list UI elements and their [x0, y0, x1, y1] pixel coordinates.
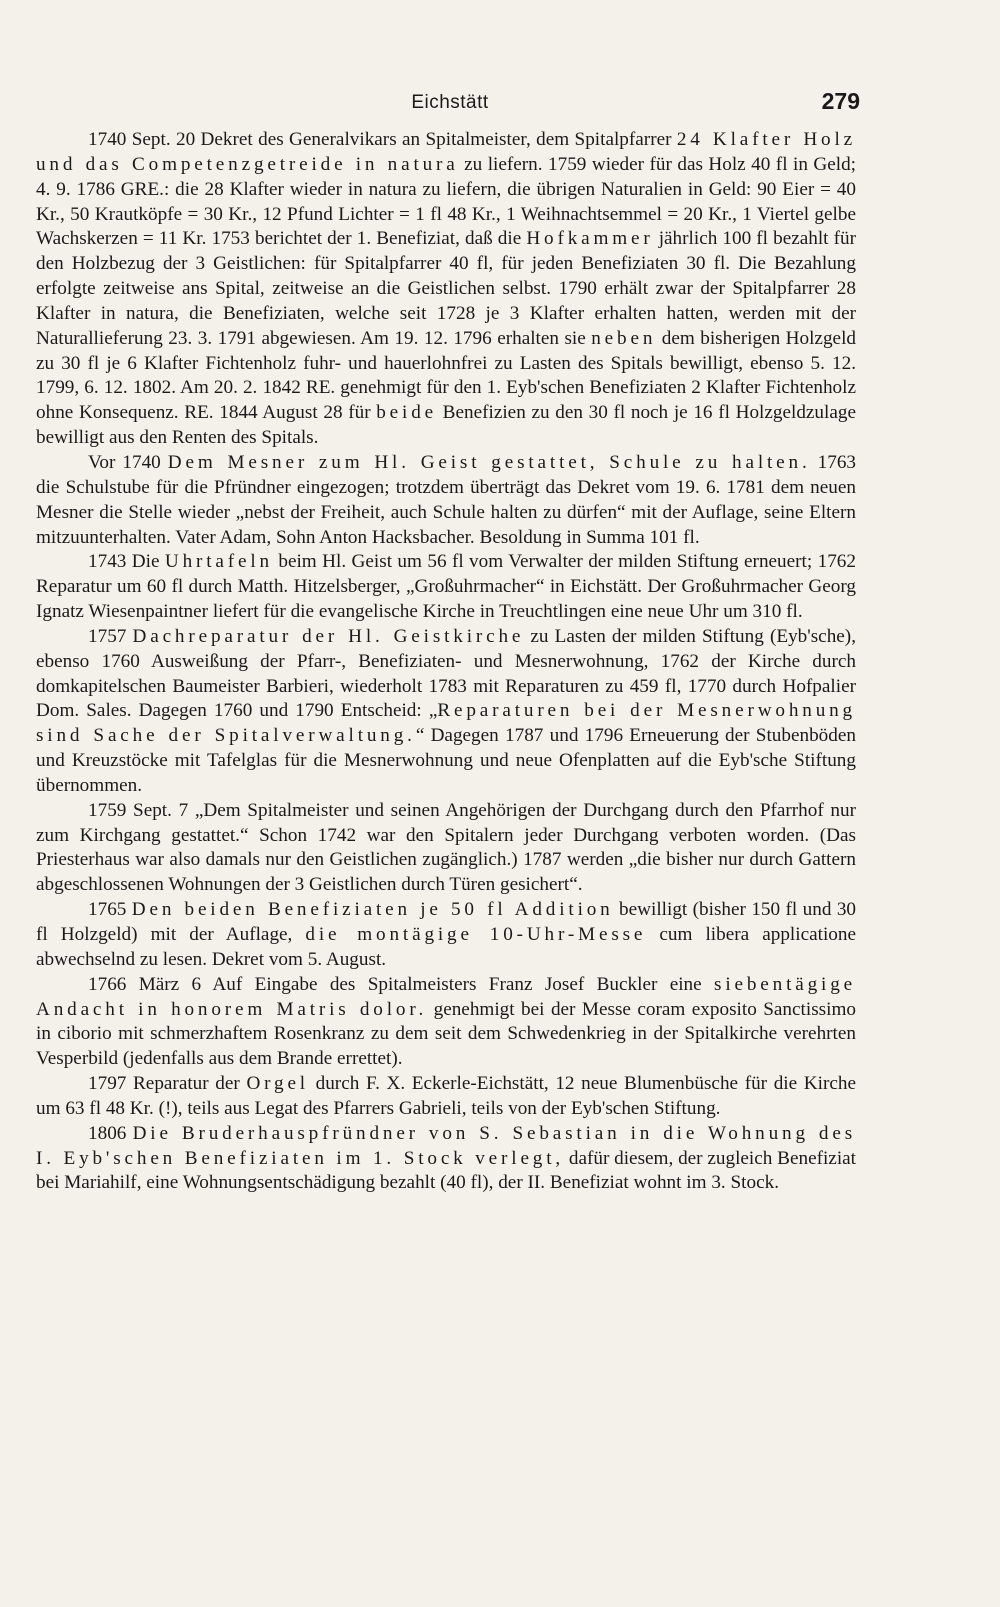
paragraph	[36, 898, 856, 973]
text-segment: 1806	[88, 1122, 133, 1144]
text-segment: dafür diesem, der zugleich Benefiziat bei Mariahilf, eine Wohnungsentschädigung bezahlt (40 fl), der II. Benefiziat wohnt im 3. Stock.	[36, 1147, 856, 1194]
text-segment: beim Hl. Geist um 56 fl vom Verwalter der milden Stiftung erneuert; 1762 Reparatur um 60 fl durch Matth. Hitzelsberger, „Großuhrmacher“ in Eichstätt. Der Großuhrmacher Georg Ignatz Wiesenpaintner liefert für die evangelische Kirche in Treuchtlingen eine neue Uhr um 310 fl.	[36, 551, 856, 623]
paragraph	[36, 799, 856, 898]
spaced-emphasis-text: Reparaturen bei der Mesnerwohnung sind Sache der Spitalverwaltung.	[36, 700, 856, 747]
spaced-emphasis-text: Dem Mesner zum Hl. Geist gestattet, Schule zu halten.	[167, 451, 811, 473]
page-header	[40, 88, 860, 120]
spaced-emphasis-text: neben	[591, 327, 657, 349]
text-segment: 1766 März 6 Auf Eingabe des Spitalmeisters Franz Josef Buckler eine	[88, 973, 715, 995]
running-head: Eichstätt	[411, 92, 489, 113]
spaced-emphasis-text: Die Bruderhauspfründner von S. Sebastian in die Wohnung des I. Eyb'schen Benefiziaten im 1. Stock verlegt,	[36, 1122, 857, 1169]
spaced-emphasis-text: Orgel	[246, 1073, 309, 1095]
text-segment: 1759 Sept. 7 „Dem Spitalmeister und seinen Angehörigen der Durchgang durch den Pfarrhof nur zum Kirchgang gestattet.“ Schon 1742 war den Spitalern jeder Durchgang verboten worden. (Das Priesterhaus war also damals nur den Geistlichen zugänglich.) 1787 werden „die bisher nur durch Gattern abgeschlossenen Wohnungen der 3 Geistlichen durch Türen gesichert“.	[36, 799, 856, 896]
text-segment: Vor 1740	[88, 451, 168, 473]
paragraph	[36, 973, 856, 1072]
text-segment: “ Dagegen 1787 und 1796 Erneuerung der Stubenböden und Kreuzstöcke mit Tafelglas für die Mesnerwohnung und neue Ofenplatten auf die Eyb'sche Stiftung übernommen.	[36, 725, 856, 796]
paragraph	[36, 1072, 856, 1122]
paragraph	[36, 128, 856, 451]
spaced-emphasis-text: siebentägige Andacht in honorem Matris dolor.	[36, 973, 856, 1020]
spaced-emphasis-text: Hofkammer	[526, 228, 654, 250]
paragraph	[36, 1122, 856, 1197]
text-segment: 1765	[88, 899, 132, 921]
paragraph	[36, 451, 856, 550]
spaced-emphasis-text: die montägige 10-Uhr-Messe	[305, 924, 647, 945]
text-segment: 1743 Die	[88, 551, 165, 573]
paragraph	[36, 550, 856, 625]
spaced-emphasis-text: 24 Klafter Holz und das Competenzgetreide in natura	[36, 129, 856, 175]
body-text	[36, 128, 856, 1196]
text-segment: jährlich 100 fl bezahlt für den Holzbezug der 3 Geistlichen: für Spitalpfarrer 40 fl, für jeden Benefiziaten 30 fl. Die Bezahlung erfolgte zeitweise ans Spital, zeitweise an die Geistlichen selbst. 1790 erhält zwar der Spitalpfarrer 28 Klafter in natura, die Benefiziaten, welche seit 1728 je 3 Klafter erhalten hatten, werden mit der Naturallieferung 23. 3. 1791 abgewiesen. Am 19. 12. 1796 erhalten sie	[36, 228, 856, 349]
spaced-emphasis-text: Uhrtafeln	[164, 551, 273, 573]
paragraph	[36, 625, 856, 799]
text-segment: 1757	[88, 625, 133, 647]
page-number: 279	[821, 88, 860, 114]
text-segment: 1763 die Schulstube für die Pfründner eingezogen; trotzdem überträgt das Dekret vom 19. 6. 1781 dem neuen Mesner die Stelle wieder „nebst der Freiheit, auch Schule halten zu dürfen“ mit der Auflage, seine Eltern mitzuunterhalten. Vater Adam, Sohn Anton Hacksbacher. Besoldung in Summa 101 fl.	[36, 451, 857, 548]
text-segment: durch F. X. Eckerle-Eichstätt, 12 neue Blumenbüsche für die Kirche um 63 fl 48 Kr. (!), teils aus Legat des Pfarrers Gabrieli, teils von der Eyb'schen Stiftung.	[36, 1073, 856, 1119]
text-segment: dem bisherigen Holzgeld zu 30 fl je 6 Klafter Fichtenholz fuhr- und hauerlohnfrei zu Lasten des Spitals bewilligt, ebenso 5. 12. 1799, 6. 12. 1802. Am 20. 2. 1842 RE. genehmigt für den 1. Eyb'schen Benefiziaten 2 Klafter Fichtenholz ohne Konsequenz. RE. 1844 August 28 für	[36, 327, 856, 424]
text-segment: cum libera applicatione abwechselnd zu lesen. Dekret vom 5. August.	[36, 924, 856, 970]
spaced-emphasis-text: Dachreparatur der Hl. Geistkirche	[132, 625, 525, 647]
spaced-emphasis-text: beide	[376, 402, 438, 424]
text-segment: zu Lasten der milden Stiftung (Eyb'sche), ebenso 1760 Ausweißung der Pfarr-, Benefiziaten- und Mesnerwohnung, 1762 der Kirche durch domkapitelschen Baumeister Barbieri, wiederholt 1783 mit Reparaturen zu 459 fl, 1770 durch Hofpalier Dom. Sales. Dagegen 1760 und 1790 Entscheid: „	[36, 625, 856, 722]
text-segment: genehmigt bei der Messe coram exposito Sanctissimo in ciborio mit schmerzhaftem Rosenkranz zu dem seit dem Schwedenkrieg in der Spitalkirche verehrten Vesperbild (jedenfalls aus dem Brande errettet).	[36, 998, 856, 1070]
text-segment: 1740 Sept. 20 Dekret des Generalvikars an Spitalmeister, dem Spitalpfarrer	[88, 129, 677, 150]
text-segment: bewilligt (bisher 150 fl und 30 fl Holzgeld) mit der Auflage,	[36, 899, 857, 945]
spaced-emphasis-text: Den beiden Benefiziaten je 50 fl Addition	[131, 899, 614, 921]
text-segment: 1797 Reparatur der	[88, 1073, 247, 1095]
text-segment: zu liefern. 1759 wieder für das Holz 40 fl in Geld; 4. 9. 1786 GRE.: die 28 Klafter wieder in natura zu liefern, die übrigen Naturalien in Geld: 90 Eier = 40 Kr., 50 Krautköpfe = 30 Kr., 12 Pfund Lichter = 1 fl 48 Kr., 1 Weihnachtsemmel = 20 Kr., 1 Viertel gelbe Wachskerzen = 11 Kr. 1753 berichtet der 1. Benefiziat, daß die	[36, 153, 857, 250]
text-segment: Benefizien zu den 30 fl noch je 16 fl Holzgeldzulage bewilligt aus den Renten des Spitals.	[36, 402, 856, 449]
